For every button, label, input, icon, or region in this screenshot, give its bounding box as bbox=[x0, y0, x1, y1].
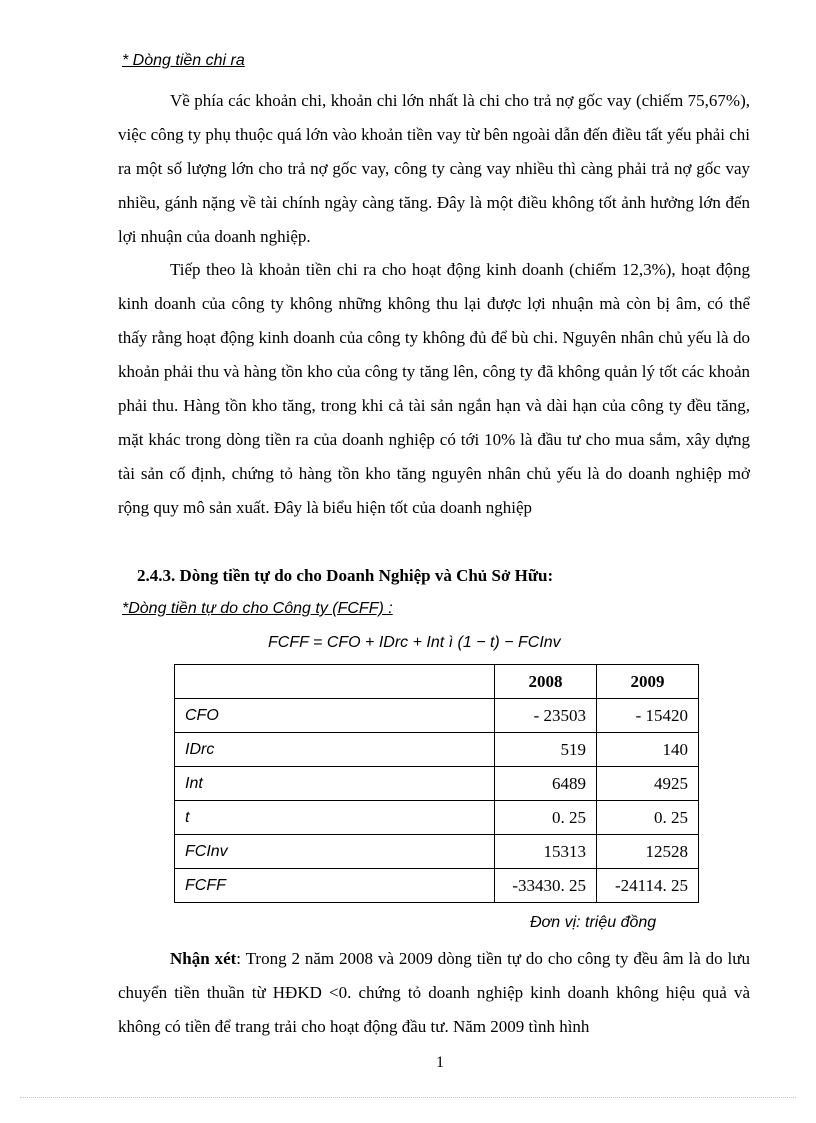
value-2009: - 15420 bbox=[597, 699, 699, 733]
comment-body: : Trong 2 năm 2008 và 2009 dòng tiền tự do cho công ty đều âm là do lưu chuyển tiền thuần từ HĐKD <0. chứng tỏ doanh nghiệp kinh doanh không hiệu quả và không có tiền để trang trải cho hoạt động đầu tư. Năm 2009 tình hình bbox=[118, 949, 750, 1036]
comment-lead: Nhận xét bbox=[170, 949, 237, 968]
table-row bbox=[175, 869, 699, 903]
value-2008: -33430. 25 bbox=[495, 869, 597, 903]
row-label: FCInv bbox=[175, 835, 495, 869]
fcff-formula: FCFF = CFO + IDrc + Int ì (1 − t) − FCInv bbox=[268, 634, 561, 651]
paragraph-operating-outflow: Tiếp theo là khoản tiền chi ra cho hoạt động kinh doanh (chiếm 12,3%), hoạt động kinh doanh của công ty không những không thu lại được lợi nhuận mà còn bị âm, có thể thấy rằng hoạt động kinh doanh của công ty không đủ để bù chi. Nguyên nhân chủ yếu là do khoản phải thu và hàng tồn kho của công ty tăng lên, công ty đã không quản lý tốt các khoản phải thu. Hàng tồn kho tăng, trong khi cả tài sản ngắn hạn và dài hạn của công ty đều tăng, mặt khác trong dòng tiền ra của doanh nghiệp có tới 10% là đầu tư cho mua sắm, xây dựng tài sản cố định, chứng tỏ hàng tồn kho tăng nguyên nhân chủ yếu là do doanh nghiệp mở rộng quy mô sản xuất. Đây là biểu hiện tốt của doanh nghiệp bbox=[118, 260, 750, 517]
page-bottom-divider bbox=[20, 1097, 796, 1098]
row-label: IDrc bbox=[175, 733, 495, 767]
value-2009: 140 bbox=[597, 733, 699, 767]
value-2009: 4925 bbox=[597, 767, 699, 801]
value-2008: 0. 25 bbox=[495, 801, 597, 835]
outflow-subheading: * Dòng tiền chi ra bbox=[122, 52, 245, 69]
value-2008: 6489 bbox=[495, 767, 597, 801]
table-row bbox=[175, 767, 699, 801]
page-number: 1 bbox=[436, 1054, 444, 1071]
value-2009: 0. 25 bbox=[597, 801, 699, 835]
value-2008: - 23503 bbox=[495, 699, 597, 733]
fcff-subheading: *Dòng tiền tự do cho Công ty (FCFF) : bbox=[122, 600, 393, 617]
table-row bbox=[175, 699, 699, 733]
fcff-table bbox=[174, 664, 699, 903]
paragraph-principal-repayment: Về phía các khoản chi, khoản chi lớn nhất là chi cho trả nợ gốc vay (chiếm 75,67%), việc công ty phụ thuộc quá lớn vào khoản tiền vay từ bên ngoài dẫn đến điều tất yếu phải chi ra một số lượng lớn cho trả nợ gốc vay, công ty càng vay nhiều thì càng phải trả nợ gốc vay nhiều, gánh nặng về tài chính ngày càng tăng. Đây là một điều không tốt ảnh hưởng lớn đến lợi nhuận của doanh nghiệp. bbox=[118, 91, 750, 246]
table-header-2008: 2008 bbox=[495, 665, 597, 699]
value-2008: 15313 bbox=[495, 835, 597, 869]
value-2008: 519 bbox=[495, 733, 597, 767]
value-2009: -24114. 25 bbox=[597, 869, 699, 903]
unit-note: Đơn vị: triệu đồng bbox=[530, 914, 657, 931]
section-heading: 2.4.3. Dòng tiền tự do cho Doanh Nghiệp và Chủ Sở Hữu: bbox=[137, 566, 554, 585]
table-header-label bbox=[175, 665, 495, 699]
value-2009: 12528 bbox=[597, 835, 699, 869]
table-row bbox=[175, 733, 699, 767]
table-header-2009: 2009 bbox=[597, 665, 699, 699]
row-label: CFO bbox=[175, 699, 495, 733]
table-row bbox=[175, 835, 699, 869]
table-row bbox=[175, 801, 699, 835]
row-label: FCFF bbox=[175, 869, 495, 903]
row-label: Int bbox=[175, 767, 495, 801]
row-label: t bbox=[175, 801, 495, 835]
table-header-row bbox=[175, 665, 699, 699]
paragraph-comment bbox=[118, 942, 750, 1044]
